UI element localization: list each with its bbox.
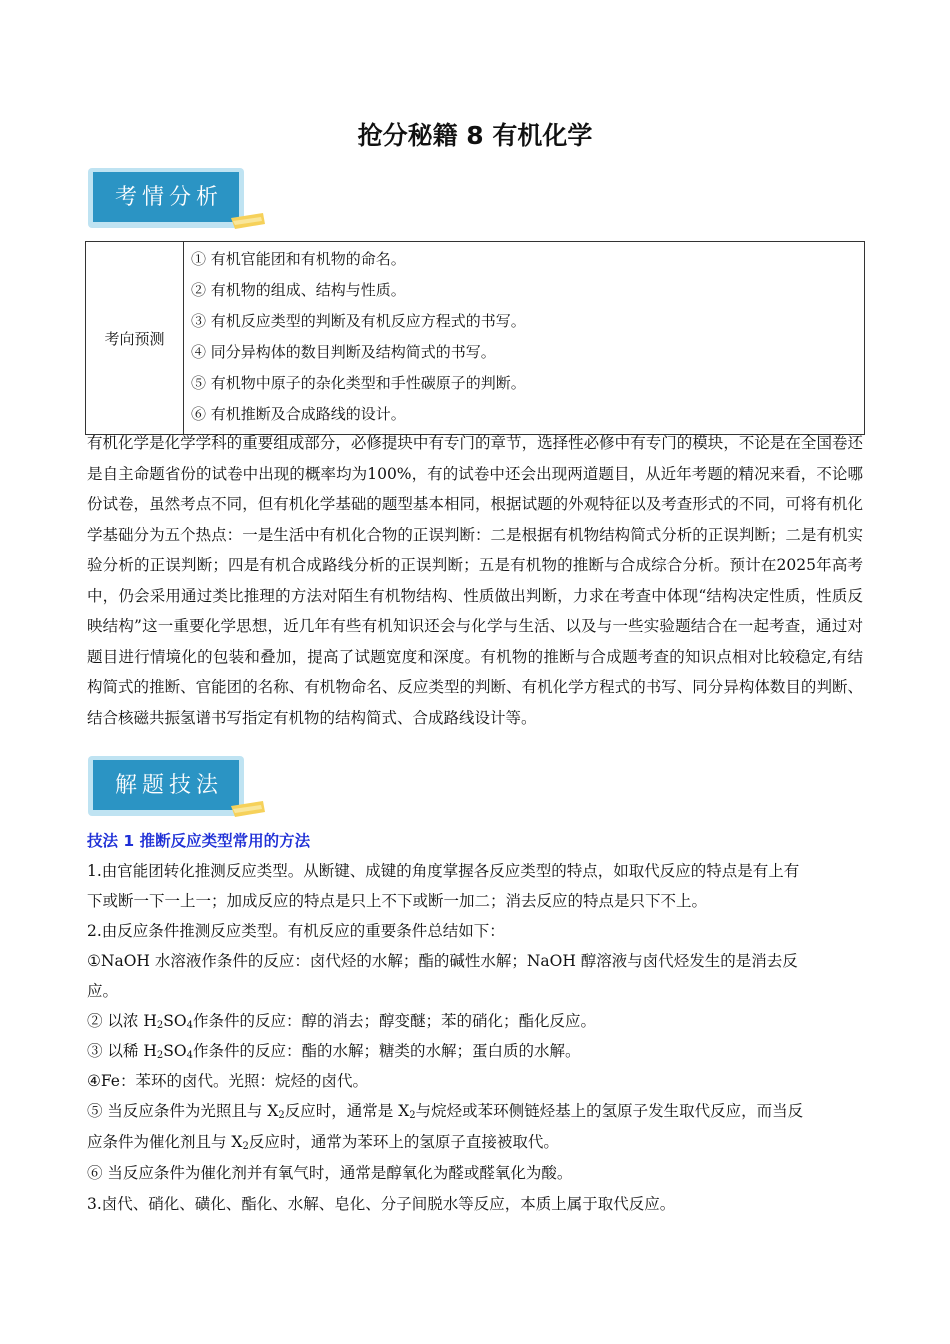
banner-label: 解题技法	[114, 773, 223, 798]
forecast-item: ⑥ 有机推断及合成路线的设计。	[191, 405, 406, 423]
method-text-line: 应条件为催化剂且与 $X_2$反应时，通常为苯环上的氢原子直接被取代。	[87, 1133, 559, 1152]
section-banner-methods	[87, 754, 267, 820]
forecast-table	[85, 241, 865, 435]
method-text-line: 下或断一下一上一；加成反应的特点是只上不下或断一加二；消去反应的特点是只下不上。	[87, 892, 708, 910]
method-heading: 技法 1 推断反应类型常用的方法	[87, 832, 311, 850]
method-text-line: ①NaOH 水溶液作条件的反应：卤代烃的水解；酯的碱性水解；NaOH 醇溶液与卤代烃发生的是消去反	[87, 952, 798, 970]
forecast-item: ① 有机官能团和有机物的命名。	[191, 250, 406, 268]
method-text-line: 1.由官能团转化推测反应类型。从断键、成键的角度掌握各反应类型的特点，如取代反应的特点是有上有	[87, 862, 800, 880]
method-text-line: 应。	[87, 982, 119, 1000]
forecast-item: ② 有机物的组成、结构与性质。	[191, 281, 406, 299]
intro-paragraph: 有机化学是化学学科的重要组成部分，必修提块中有专门的章节，选择性必修中有专门的模块，不论是在全国卷还是自主命题省份的试卷中出现的概率均为100%，有的试卷中还会出现两道题目，从近年考题的精况来看，不论哪份试卷，虽然考点不同，但有机化学基础的题型基本相同，根据试题的外观特征以及考查形式的不同，可将有机化学基础分为五个热点：一是生活中有机化合物的正误判断：二是根据有机物结构简式分析的正误判断；二是有机实验分析的正误判断；四是有机合成路线分析的正误判断；五是有机物的推断与合成综合分析。预计在2025年高考中，仍会采用通过类比推理的方法对陌生有机物结构、性质做出判断，力求在考查中体现“结构决定性质，性质反映结构”这一重要化学思想，近几年有些有机知识还会与化学与生活、以及与一些实验题结合在一起考查，通过对题目进行情境化的包装和叠加，提高了试题宽度和深度。有机物的推断与合成题考查的知识点相对比较稳定,有结构简式的推断、官能团的名称、有机物命名、反应类型的判断、有机化学方程式的书写、同分异构体数目的判断、结合核磁共振氢谱书写指定有机物的结构简式、合成路线设计等。	[87, 434, 863, 727]
method-text-line: ③ 以稀 $H_2SO_4$作条件的反应：酯的水解；糖类的水解；蛋白质的水解。	[87, 1042, 581, 1061]
forecast-item: ⑤ 有机物中原子的杂化类型和手性碳原子的判断。	[191, 374, 526, 392]
banner-label: 考情分析	[114, 185, 223, 210]
forecast-items-cell	[184, 242, 865, 435]
method-text-line: 2.由反应条件推测反应类型。有机反应的重要条件总结如下：	[87, 922, 505, 940]
method-text-line: ② 以浓 $H_2SO_4$作条件的反应：醇的消去；醇变醚；苯的硝化；酯化反应。	[87, 1012, 596, 1031]
method-text-line: 3.卤代、硝化、磺化、酯化、水解、皂化、分子间脱水等反应，本质上属于取代反应。	[87, 1195, 676, 1213]
method-text-line: ⑤ 当反应条件为光照且与 $X_2$反应时，通常是 $X_2$与烷烃或苯环侧链烃基上的氢原子发生取代反应，而当反	[87, 1102, 804, 1121]
forecast-label-cell: 考向预测	[86, 242, 184, 435]
method-text-line: ⑥ 当反应条件为催化剂并有氧气时，通常是醇氧化为醛或醛氧化为酸。	[87, 1164, 573, 1182]
forecast-item: ③ 有机反应类型的判断及有机反应方程式的书写。	[191, 312, 526, 330]
section-banner-analysis	[87, 166, 267, 232]
method-text-line: ④Fe：苯环的卤代。光照：烷烃的卤代。	[87, 1072, 368, 1090]
forecast-item: ④ 同分异构体的数目判断及结构简式的书写。	[191, 343, 496, 361]
page-title: 抢分秘籍 8 有机化学	[357, 121, 593, 150]
